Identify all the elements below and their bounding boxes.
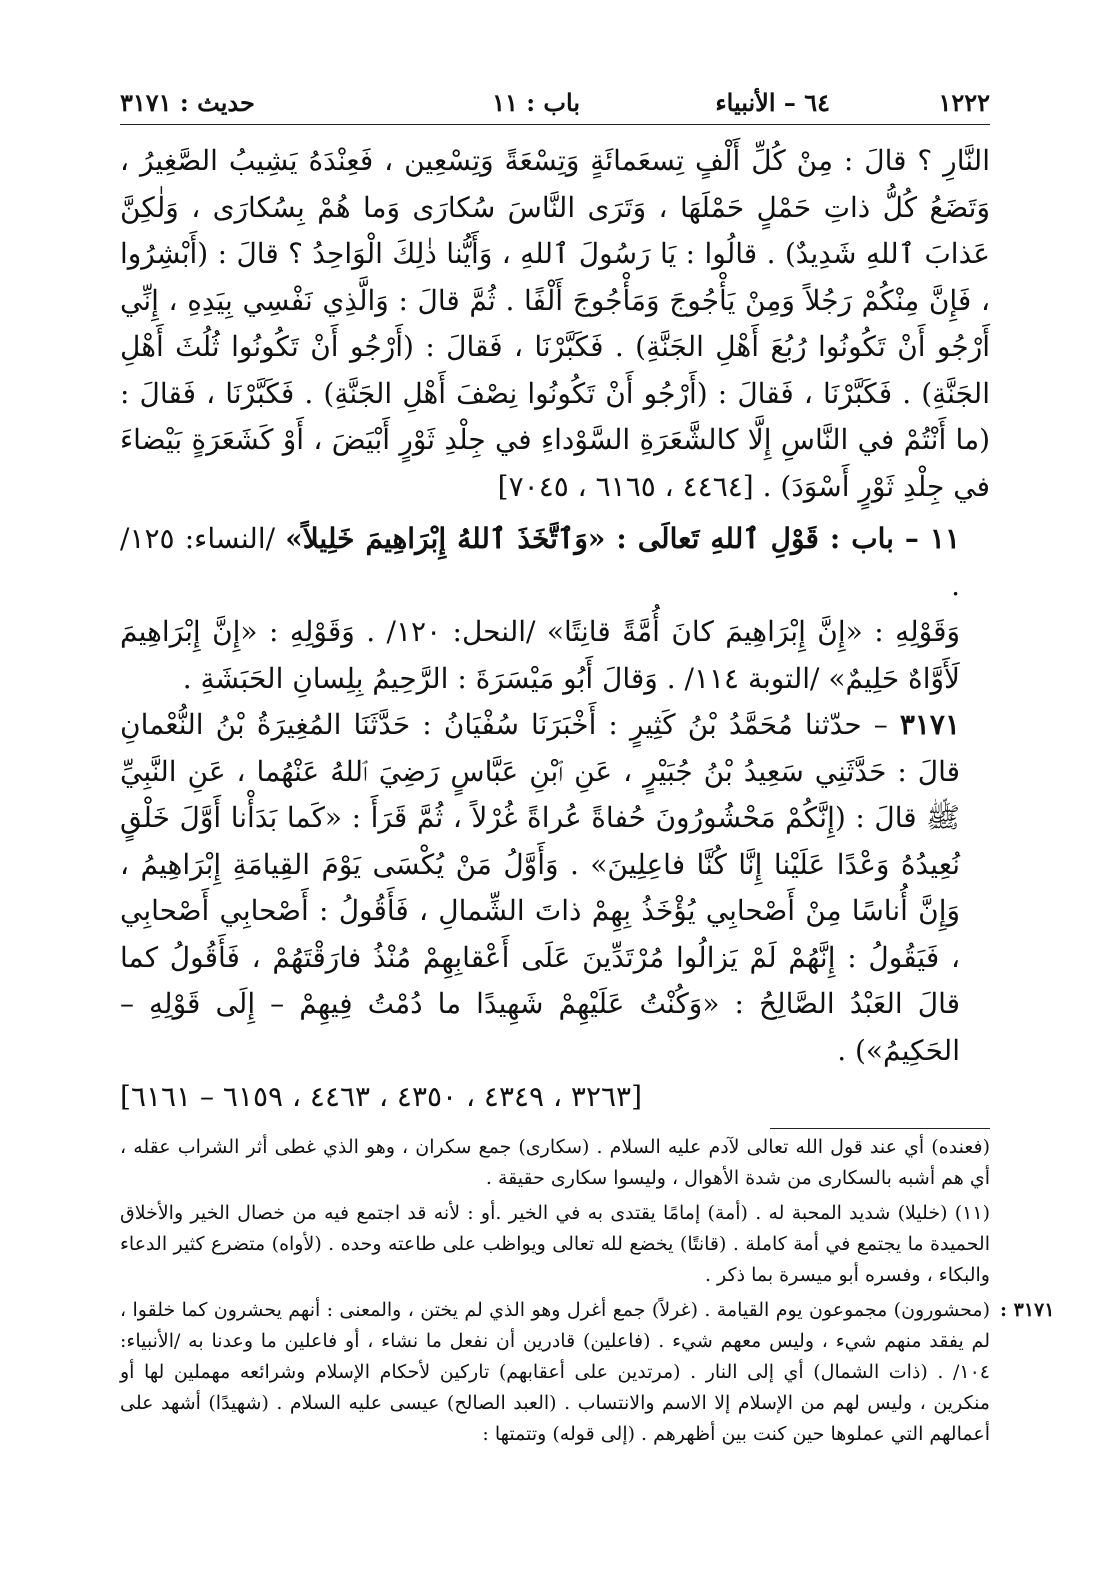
footnote <box>120 1132 990 1194</box>
footnote <box>120 1295 1055 1450</box>
hadith-references: [٣٢٦٣ ، ٤٣٤٩ ، ٤٣٥٠ ، ٤٤٦٣ ، ٦١٥٩ – ٦١٦١] <box>120 1080 642 1113</box>
continuation-text: النَّارِ ؟ قالَ : مِنْ كُلِّ أَلْفٍ تِسعَمائَةٍ وَتِسْعَةً وَتِسْعِين ، فَعِنْدَهُ يَشِيبُ الصَّغِيرُ ، وَتَضَعُ كُلُّ ذاتِ حَمْلٍ حَمْلَهَا ، وَتَرَى النَّاسَ سُكارَى وَما هُمْ بِسُكارَى ، وَلٰكِنَّ عَذابَ ٱللهِ شَدِيدٌ) . قالُوا : يَا رَسُولَ ٱللهِ ، وَأَيُّنا ذٰلِكَ الْوَاحِدُ ؟ قالَ : (أَبْشِرُوا ، فَإِنَّ مِنْكُمْ رَجُلاً وَمِنْ يَأْجُوجَ وَمَأْجُوجَ أَلْفًا . ثُمَّ قالَ : وَالَّذِي نَفْسِي بِيَدِهِ ، إِنِّي أَرْجُو أَنْ تَكُونُوا رُبُعَ أَهْلِ الجَنَّةِ) . فَكَبَّرْنَا ، فَقالَ : (أَرْجُو أَنْ تَكُونُوا ثُلُثَ أَهْلِ الجَنَّةِ) . فَكَبَّرْنَا ، فَقالَ : (أَرْجُو أَنْ تَكُونُوا نِصْفَ أَهْلِ الجَنَّةِ) . فَكَبَّرْنَا ، فَقالَ : (ما أَنْتُمْ في النَّاسِ إِلَّا كالشَّعَرَةِ السَّوْداءِ في جِلْدِ ثَوْرٍ أَبْيَضَ ، أَوْ كَشَعَرَةٍ بَيْضاءَ في جِلْدِ ثَوْرٍ أَسْوَدَ) . <box>120 144 990 503</box>
continuation-references: [٤٤٦٤ ، ٦١٦٥ ، ٧٠٤٥] <box>497 469 754 503</box>
footnote-text: (فعنده) أي عند قول الله تعالى لآدم عليه السلام . (سكارى) جمع سكران ، وهو الذي غطى أثر الشراب عقله ، أي هم أشبه بالسكارى من شدة الأهوال ، وليسوا سكارى حقيقة . <box>120 1136 990 1189</box>
header-divider <box>120 124 990 125</box>
main-text <box>120 138 990 1121</box>
footnote-text: (١١) (خليلا) شديد المحبة له . (أمة) إمامًا يقتدى به في الخير .أو : لأنه قد اجتمع فيه من خصال الخير والأخلاق الحميدة ما يجتمع في أمة كاملة . (قانتًا) يخضع لله تعالى ويواظب على طاعته وحده . (لأواه) متضرع كثير الدعاء والبكاء ، وفسره أبو ميسرة بما ذكر . <box>120 1202 990 1286</box>
hadith-number: ٣١٧١ <box>899 708 960 741</box>
chapter-heading-title: ١١ – باب : قَوْلِ ٱللهِ تَعالَى : «وَٱتَّخَذَ ٱللهُ إِبْرَاهِيمَ خَلِيلاً» <box>285 522 960 555</box>
hadith-text: – حدّثنا مُحَمَّدُ بْنُ كَثِيرٍ : أَخْبَرَنَا سُفْيَانُ : حَدَّثَنَا المُغِيرَةُ بْنُ النُّعْمانِ قالَ : حَدَّثَنِي سَعِيدُ بْنُ جُبَيْرٍ ، عَنِ ٱبْنِ عَبَّاسٍ رَضِيَ ٱللهُ عَنْهُما ، عَنِ النَّبِيِّ ﷺ قالَ : (إِنَّكُمْ مَحْشُورُونَ حُفاةً عُراةً غُرْلاً ، ثُمَّ قَرَأَ : «كَما بَدَأْنا أَوَّلَ خَلْقٍ نُعِيدُهُ وَعْدًا عَلَيْنا إِنَّا كُنَّا فاعِلِينَ» . وَأَوَّلُ مَنْ يُكْسَى يَوْمَ القِيامَةِ إِبْرَاهِيمُ ، وَإِنَّ أُناسًا مِنْ أَصْحابِي يُؤْخَذُ بِهِمْ ذاتَ الشِّمالِ ، فَأَقُولُ : أَصْحابِي أَصْحابِي ، فَيَقُولُ : إِنَّهُمْ لَمْ يَزالُوا مُرْتَدِّينَ عَلَى أَعْقابِهِمْ مُنْذُ فارَقْتَهُمْ ، فَأَقُولُ كما قالَ العَبْدُ الصَّالِحُ : «وَكُنْتُ عَلَيْهِمْ شَهِيدًا ما دُمْتُ فِيهِمْ – إِلَى قَوْلِهِ – الحَكِيمُ») . <box>120 708 961 1067</box>
chapter-heading-reference: /النساء: ١٢٥/ . <box>120 522 960 602</box>
page-header <box>120 84 990 120</box>
chapter-text: وَقَوْلِهِ : «إِنَّ إِبْرَاهِيمَ كانَ أُمَّةً قانِتًا» /النحل: ١٢٠/ . وَقَوْلِهِ : «إِنَّ إِبْرَاهِيمَ لَأَوَّاهٌ حَلِيمٌ» /التوبة ١١٤/ . وَقالَ أَبُو مَيْسَرَةَ : الرَّحِيمُ بِلِسانِ الحَبَشَةِ . <box>120 615 960 695</box>
continuation-paragraph <box>120 138 990 510</box>
page-number: ١٢٢٢ <box>938 88 990 117</box>
footnote <box>120 1198 990 1291</box>
hadith-paragraph <box>120 702 990 1074</box>
book-title: ٦٤ – الأنبياء <box>715 88 830 117</box>
footnote-number: ٣١٧١ : <box>1000 1299 1055 1321</box>
footnote-divider <box>770 1128 990 1129</box>
hadith-label: حديث : ٣١٧١ <box>120 88 255 117</box>
chapter-heading <box>120 516 990 609</box>
chapter-label: باب : ١١ <box>492 88 580 117</box>
footnote-text: (محشورون) مجموعون يوم القيامة . (غرلاً) جمع أغرل وهو الذي لم يختن ، والمعنى : أنهم يحشرون كما خلقوا ، لم يفقد منهم شيء ، وليس معهم شيء . (فاعلين) قادرين أن نفعل ما نشاء ، أو فاعلين ما وعدنا به /الأنبياء: ١٠٤/ . (ذات الشمال) أي إلى النار . (مرتدين على أعقابهم) تاركين لأحكام الإسلام وشرائعه مهملين لها أو منكرين ، وليس لهم من الإسلام إلا الاسم والانتساب . (العبد الصالح) عيسى عليه السلام . (شهيدًا) أشهد على أعمالهم التي عملوها حين كنت بين أظهرهم . (إلى قوله) وتتمتها : <box>120 1299 990 1445</box>
footnotes <box>120 1132 1055 1454</box>
